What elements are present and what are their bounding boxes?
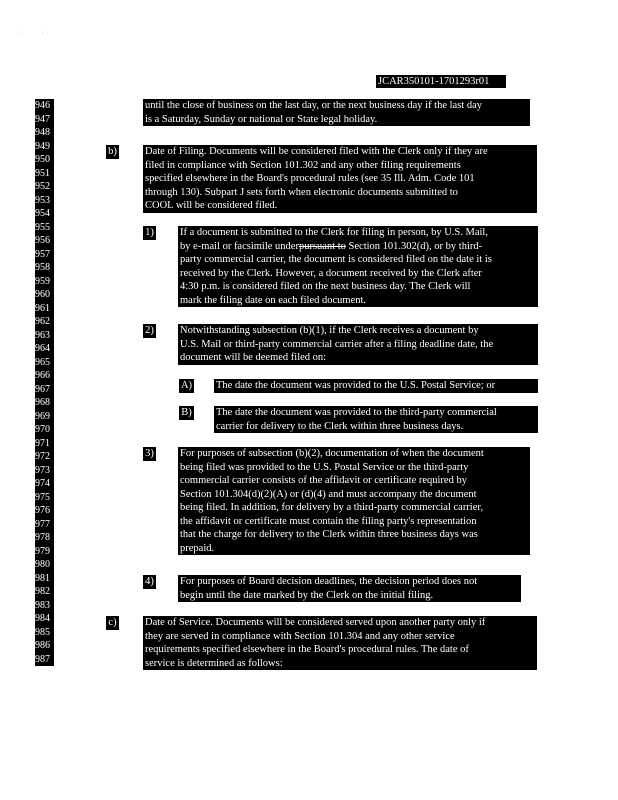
text-line: Notwithstanding subsection (b)(1), if the Clerk receives a document by — [180, 325, 479, 336]
text-line: document will be deemed filed on: — [180, 352, 327, 363]
text-segment: Section 101.302(d), or by third- — [345, 240, 483, 252]
text-line: 4:30 p.m. is considered filed on the next business day. The Clerk will — [180, 281, 471, 292]
text-line: is a Saturday, Sunday or national or State legal holiday. — [145, 113, 378, 125]
line-number: 972 — [35, 451, 50, 462]
text-line: mark the filing date on each filed document. — [180, 294, 367, 306]
text-line: COOL will be considered filed. — [145, 200, 278, 211]
line-number: 984 — [35, 613, 50, 624]
document-id-header: JCAR350101-1701293r01 — [376, 75, 506, 88]
text-line: The date the document was provided to the third-party commercial — [216, 407, 497, 418]
line-number: 982 — [35, 586, 50, 597]
line-number: 952 — [35, 181, 50, 192]
line-number: 960 — [35, 289, 50, 300]
text-line: service is determined as follows: — [145, 657, 283, 669]
line-number: 980 — [35, 559, 50, 570]
intro-paragraph — [143, 99, 530, 126]
item-3-paragraph — [178, 447, 530, 555]
item-B-label: B) — [179, 406, 194, 420]
item-A-label: A) — [180, 380, 193, 391]
line-number: 959 — [35, 275, 50, 287]
struck-text: pursuant to — [298, 240, 346, 252]
line-number: 987 — [35, 653, 50, 665]
line-number: 965 — [35, 356, 50, 368]
line-number: 968 — [35, 397, 50, 408]
line-number: 969 — [35, 410, 50, 422]
item-2-paragraph — [178, 324, 538, 365]
line-number: 985 — [35, 626, 50, 638]
text-line: received by the Clerk. However, a document received by the Clerk after — [180, 267, 482, 279]
line-number: 977 — [35, 518, 50, 530]
text-line: until the close of business on the last day, or the next business day if the last day — [145, 100, 483, 111]
text-segment: by e-mail or facsimile under — [180, 240, 299, 252]
line-number: 979 — [35, 545, 50, 557]
item-1-label: 1) — [143, 226, 156, 240]
line-number: 956 — [35, 235, 50, 246]
text-line: being filed was provided to the U.S. Postal Service or the third-party — [180, 461, 469, 473]
section-c-label: c) — [106, 616, 119, 630]
text-line: they are served in compliance with Section 101.304 and any other service — [145, 630, 455, 642]
item-1-paragraph — [178, 226, 538, 307]
line-number: 963 — [35, 329, 50, 341]
text-line: begin until the date marked by the Clerk on the initial filing. — [180, 589, 434, 601]
text-line: commercial carrier consists of the affidavit or certificate required by — [180, 475, 467, 486]
item-A-paragraph — [214, 379, 538, 393]
text-line: that the charge for delivery to the Clerk within three business days was — [180, 529, 478, 540]
item-4-label: 4) — [143, 575, 156, 589]
text-line: specified elsewhere in the Board's procedural rules (see 35 Ill. Adm. Code 101 — [145, 173, 475, 184]
section-b-paragraph — [143, 145, 537, 213]
line-number: 976 — [35, 505, 50, 516]
line-number: 948 — [35, 127, 50, 138]
line-number: 974 — [35, 478, 50, 489]
line-number: 949 — [35, 140, 50, 152]
text-line: The date the document was provided to the U.S. Postal Service; or — [216, 380, 496, 391]
text-line-with-strikethrough — [178, 240, 538, 254]
line-number: 958 — [35, 262, 50, 273]
line-number: 946 — [35, 100, 50, 111]
line-number: 953 — [35, 194, 50, 206]
item-B-paragraph — [214, 406, 538, 433]
line-number: 966 — [35, 370, 50, 381]
line-number: 986 — [35, 640, 50, 651]
line-number: 978 — [35, 532, 50, 543]
line-number: 970 — [35, 424, 50, 435]
item-3-label: 3) — [143, 447, 156, 461]
text-line: requirements specified elsewhere in the Board's procedural rules. The date of — [145, 644, 469, 655]
text-line: through 130). Subpart J sets forth when electronic documents submitted to — [145, 186, 458, 198]
text-line: carrier for delivery to the Clerk within three business days. — [216, 420, 464, 432]
text-line: the affidavit or certificate must contain the filing party's representation — [180, 515, 477, 527]
line-number: 950 — [35, 154, 50, 165]
line-number: 971 — [35, 437, 50, 449]
text-line: If a document is submitted to the Clerk for filing in person, by U.S. Mail, — [180, 227, 488, 238]
text-line: Date of Service. Documents will be considered served upon another party only if — [145, 617, 486, 628]
text-line: For purposes of Board decision deadlines, the decision period does not — [180, 576, 478, 587]
line-number: 955 — [35, 221, 50, 233]
line-number: 962 — [35, 316, 50, 327]
section-c-paragraph — [143, 616, 537, 670]
text-line: being filed. In addition, for delivery by a third-party commercial carrier, — [180, 502, 484, 513]
line-number: 957 — [35, 248, 50, 260]
text-line: party commercial carrier, the document is considered filed on the date it is — [180, 254, 492, 265]
text-line: For purposes of subsection (b)(2), documentation of when the document — [180, 448, 484, 459]
line-number: 964 — [35, 343, 50, 354]
line-number: 947 — [35, 113, 50, 125]
text-line: Date of Filing. Documents will be considered filed with the Clerk only if they are — [145, 146, 488, 157]
text-line: U.S. Mail or third-party commercial carrier after a filing deadline date, the — [180, 338, 494, 350]
line-number: 951 — [35, 167, 50, 179]
text-line: filed in compliance with Section 101.302 and any other filing requirements — [145, 159, 461, 171]
line-number-column — [35, 99, 54, 666]
line-number: 973 — [35, 464, 50, 476]
text-line: Section 101.304(d)(2)(A) or (d)(4) and must accompany the document — [180, 488, 477, 500]
line-number: 954 — [35, 208, 50, 219]
text-line: prepaid. — [180, 542, 215, 554]
line-number: 983 — [35, 599, 50, 611]
scan-specks: · · — [20, 30, 44, 36]
line-number: 975 — [35, 491, 50, 503]
line-number: 961 — [35, 302, 50, 314]
section-b-label: b) — [106, 145, 119, 159]
line-number: 981 — [35, 572, 50, 584]
line-number: 967 — [35, 383, 50, 395]
item-2-label: 2) — [143, 324, 156, 338]
item-4-paragraph — [178, 575, 521, 602]
